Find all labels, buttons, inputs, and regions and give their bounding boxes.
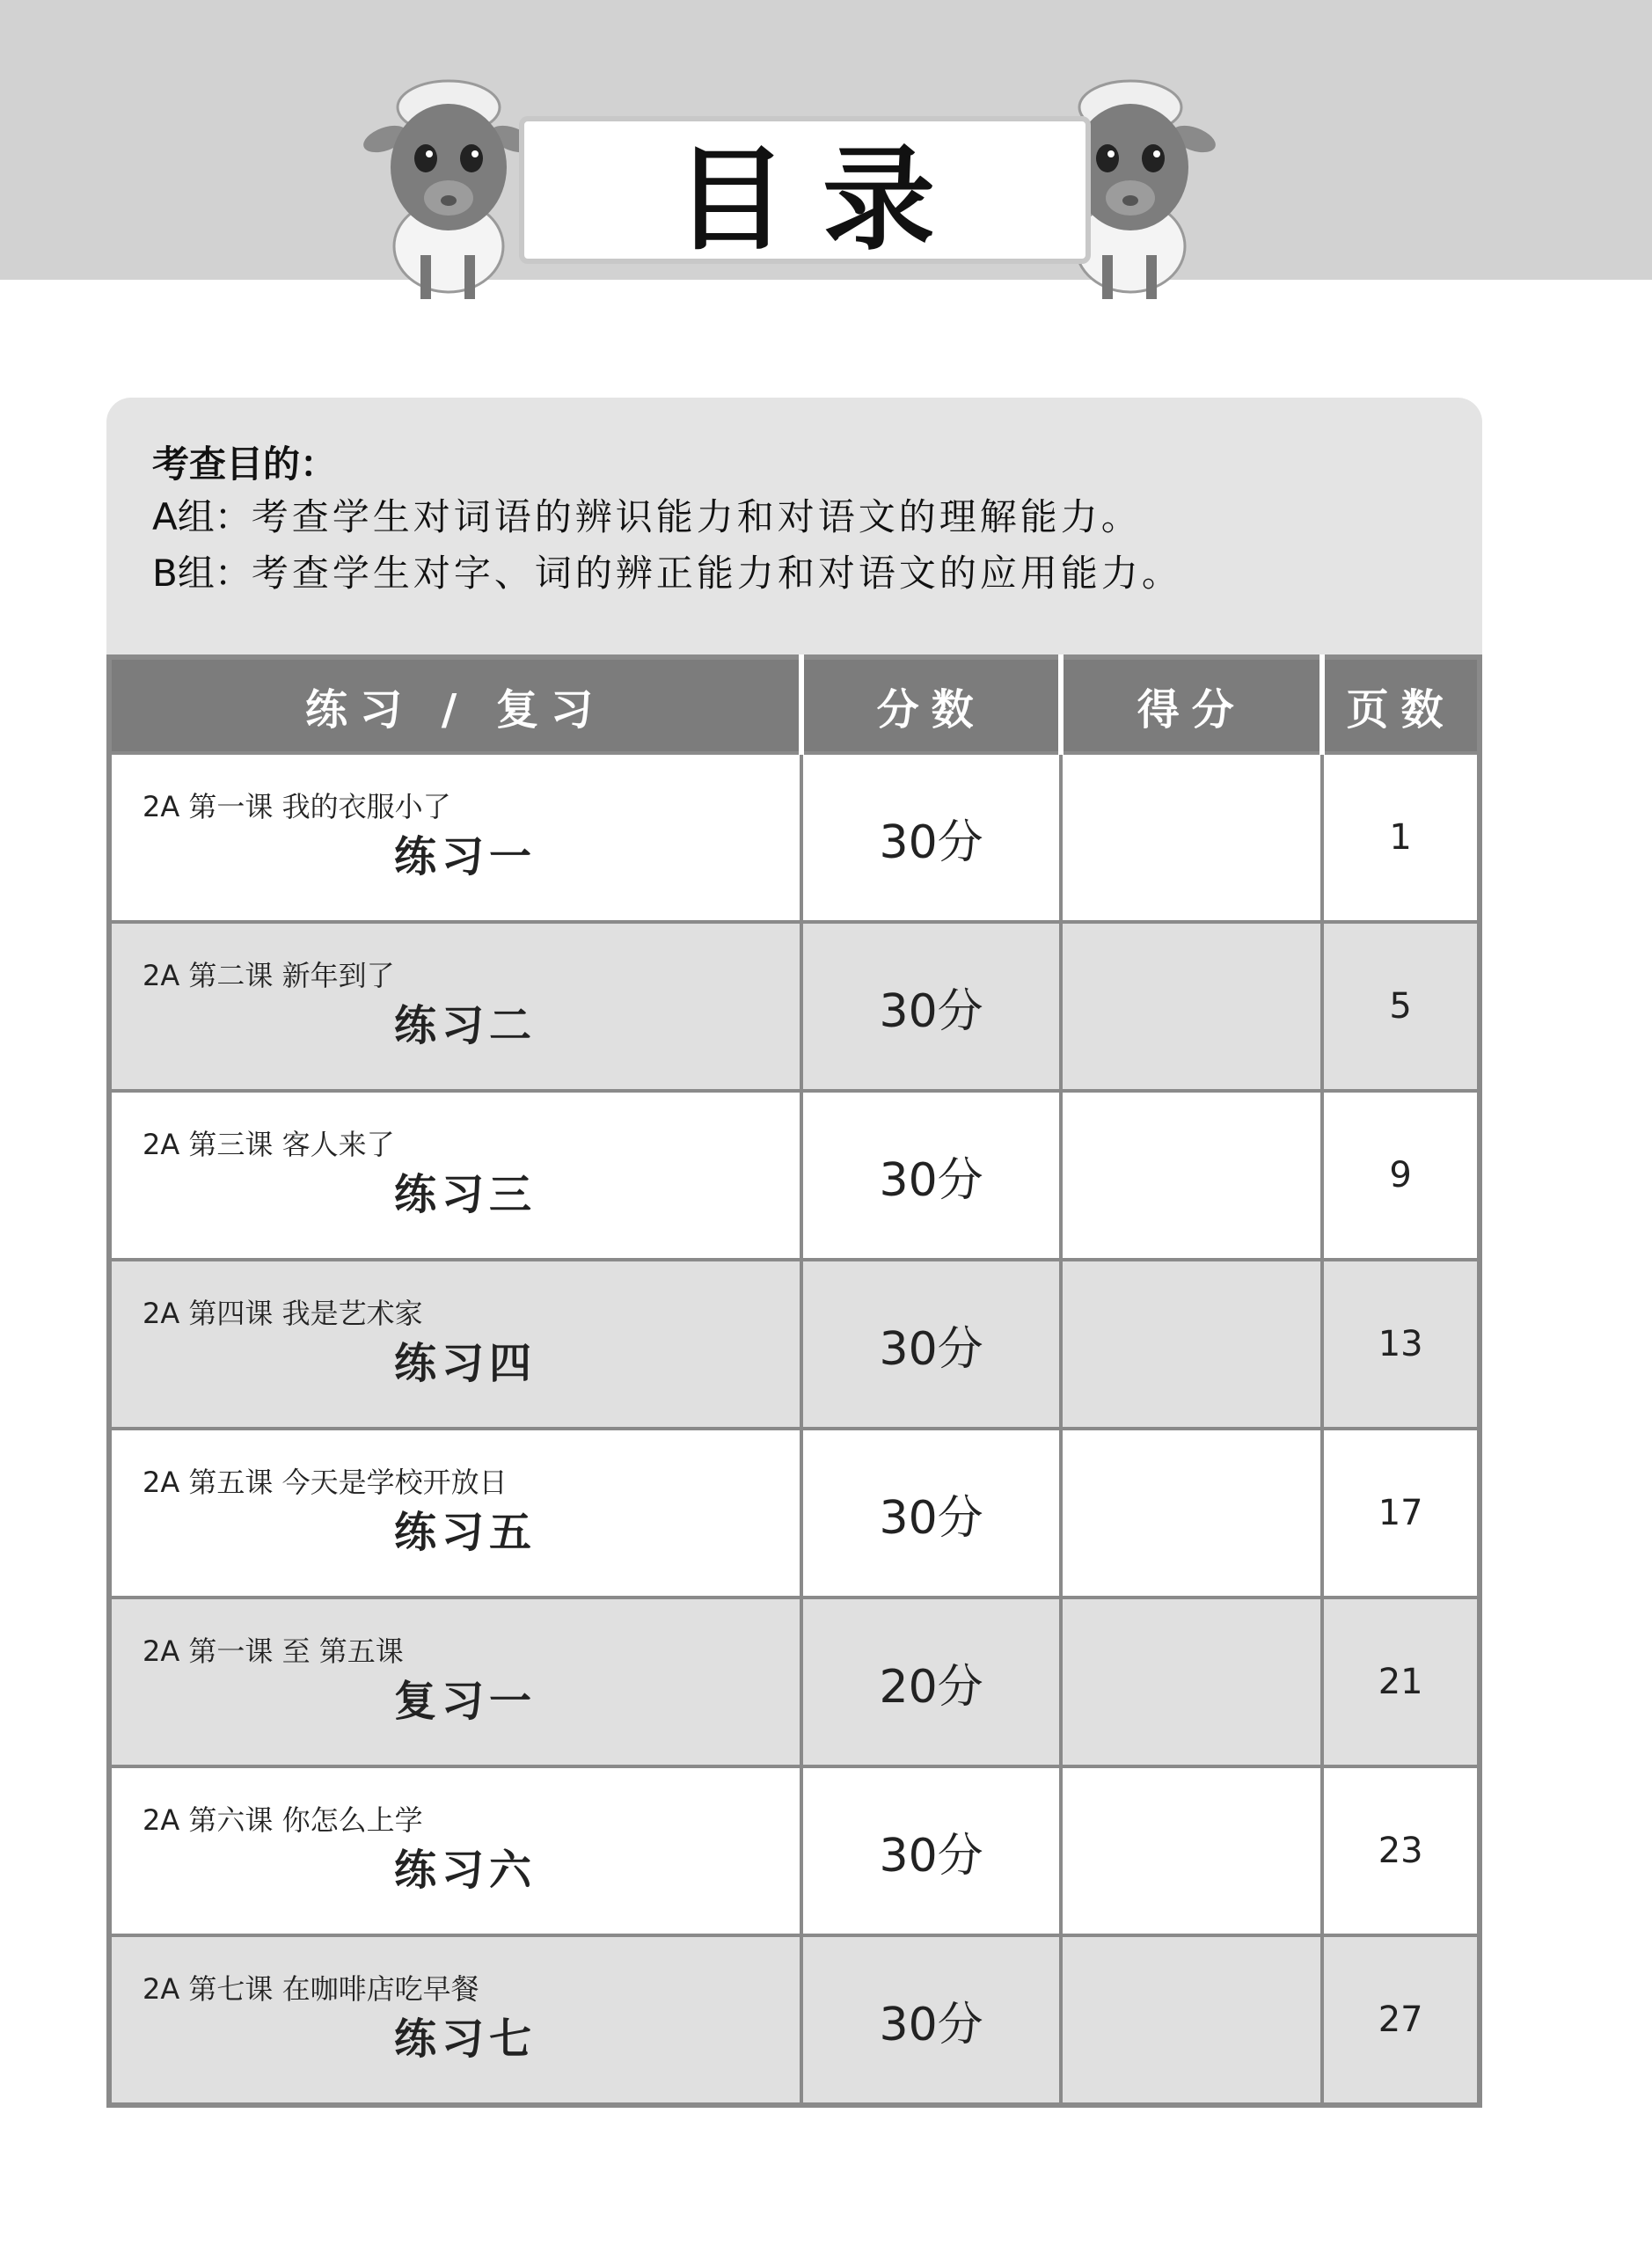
score-cell: 30分	[801, 1260, 1061, 1429]
page-number-cell: 9	[1322, 1091, 1480, 1260]
exercise-name: 练习七	[394, 2014, 537, 2064]
earned-score-cell	[1061, 1598, 1322, 1766]
purpose-title: 考查目的：	[152, 442, 338, 486]
lesson-title: 2A 第四课 我是艺术家	[143, 1297, 423, 1330]
table-row	[109, 1260, 1480, 1429]
table-row	[109, 1766, 1480, 1935]
table-row	[109, 1598, 1480, 1766]
table-body	[109, 753, 1480, 2105]
score-cell: 30分	[801, 1091, 1061, 1260]
page-number-cell: 1	[1322, 753, 1480, 922]
score-cell: 30分	[801, 753, 1061, 922]
earned-score-cell	[1061, 922, 1322, 1091]
exercise-name: 练习四	[394, 1339, 537, 1388]
score-cell: 30分	[801, 1935, 1061, 2105]
header-exercise: 练习 / 复习	[109, 657, 801, 753]
page-number-cell: 27	[1322, 1935, 1480, 2105]
purpose-line-b	[152, 545, 1482, 602]
exercise-name: 练习一	[394, 832, 537, 881]
lesson-title: 2A 第一课 至 第五课	[143, 1634, 404, 1668]
earned-score-cell	[1061, 1260, 1322, 1429]
exercise-cell	[109, 1598, 801, 1766]
exercise-cell	[109, 1091, 801, 1260]
exercise-name: 练习六	[394, 1846, 537, 1895]
page-number-cell: 17	[1322, 1429, 1480, 1598]
exercise-name: 练习五	[394, 1508, 537, 1557]
contents-table	[106, 654, 1482, 2108]
purpose-text: 考查学生对词语的辨识能力和对语文的理解能力。	[251, 495, 1142, 538]
purpose-box	[106, 398, 1482, 658]
exercise-cell	[109, 1766, 801, 1935]
page-number-cell: 5	[1322, 922, 1480, 1091]
table-row	[109, 1429, 1480, 1598]
table-row	[109, 1091, 1480, 1260]
earned-score-cell	[1061, 1766, 1322, 1935]
sheep-mascot-icon	[361, 70, 537, 308]
earned-score-cell	[1061, 1091, 1322, 1260]
purpose-line-a	[152, 489, 1482, 545]
lesson-title: 2A 第五课 今天是学校开放日	[143, 1466, 508, 1499]
exercise-cell	[109, 1429, 801, 1598]
lesson-title: 2A 第七课 在咖啡店吃早餐	[143, 1972, 479, 2006]
header-score: 分数	[801, 657, 1061, 753]
score-cell: 30分	[801, 1429, 1061, 1598]
exercise-name: 练习三	[394, 1170, 537, 1219]
table-row	[109, 922, 1480, 1091]
earned-score-cell	[1061, 1935, 1322, 2105]
page-number-cell: 13	[1322, 1260, 1480, 1429]
exercise-name: 练习二	[394, 1001, 537, 1050]
title-banner	[519, 116, 1091, 264]
page-title: 目录	[674, 134, 970, 266]
score-cell: 20分	[801, 1598, 1061, 1766]
header-page: 页数	[1322, 657, 1480, 753]
table-row	[109, 753, 1480, 922]
purpose-text: 考查学生对字、词的辨正能力和对语文的应用能力。	[251, 552, 1182, 595]
earned-score-cell	[1061, 1429, 1322, 1598]
exercise-cell	[109, 922, 801, 1091]
page-number-cell: 21	[1322, 1598, 1480, 1766]
earned-score-cell	[1061, 753, 1322, 922]
page-number-cell: 23	[1322, 1766, 1480, 1935]
exercise-name: 复习一	[394, 1677, 537, 1726]
lesson-title: 2A 第六课 你怎么上学	[143, 1803, 423, 1837]
group-label: B组：	[152, 552, 252, 595]
header-earned: 得分	[1061, 657, 1322, 753]
table-header-row	[109, 657, 1480, 753]
lesson-title: 2A 第二课 新年到了	[143, 959, 395, 992]
lesson-title: 2A 第三课 客人来了	[143, 1128, 395, 1161]
score-cell: 30分	[801, 1766, 1061, 1935]
lesson-title: 2A 第一课 我的衣服小了	[143, 790, 451, 823]
exercise-cell	[109, 753, 801, 922]
score-cell: 30分	[801, 922, 1061, 1091]
group-label: A组：	[152, 495, 252, 538]
exercise-cell	[109, 1935, 801, 2105]
table-row	[109, 1935, 1480, 2105]
exercise-cell	[109, 1260, 801, 1429]
